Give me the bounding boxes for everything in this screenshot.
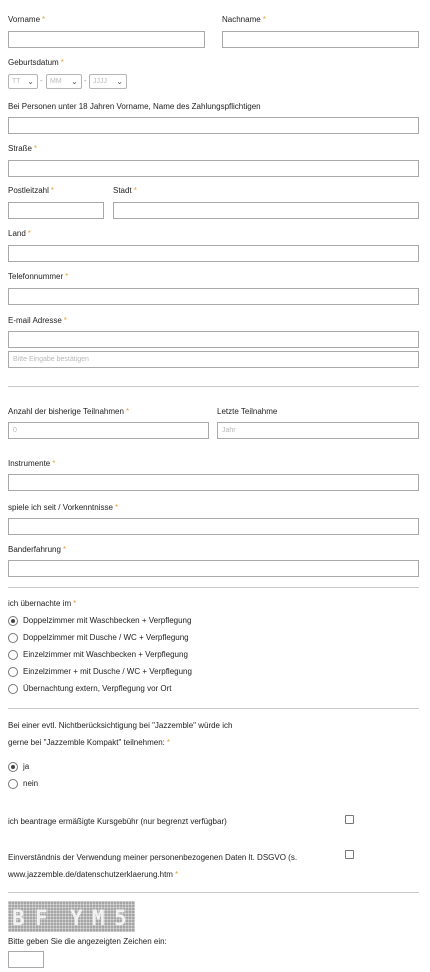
kompakt-question-line1: Bei einer evtl. Nichtberücksichtigung bei "Jazzemble" würde ich bbox=[8, 721, 233, 730]
ermaessigung-label: ich beantrage ermäßigte Kursgebühr (nur begrenzt verfügbar) bbox=[8, 817, 227, 826]
radio-button[interactable] bbox=[8, 779, 18, 789]
vorname-input[interactable] bbox=[8, 31, 205, 48]
email-label: E-mail Adresse * bbox=[8, 316, 67, 325]
uebernachtung-label: ich übernachte im * bbox=[8, 599, 77, 608]
letzte-teilnahme-label: Letzte Teilnahme bbox=[217, 407, 278, 416]
radio-button[interactable] bbox=[8, 762, 18, 772]
zahlungspflichtiger-input[interactable] bbox=[8, 117, 419, 134]
instrumente-input[interactable] bbox=[8, 474, 419, 491]
banderfahrung-label: Banderfahrung * bbox=[8, 545, 67, 554]
chevron-down-icon: ⌄ bbox=[71, 77, 78, 86]
stadt-input[interactable] bbox=[113, 202, 419, 219]
instrumente-label: Instrumente * bbox=[8, 459, 56, 468]
vorkenntnisse-label: spiele ich seit / Vorkenntnisse * bbox=[8, 503, 119, 512]
uebernachtung-option[interactable] bbox=[8, 666, 308, 678]
radio-button[interactable] bbox=[8, 616, 18, 626]
captcha-char: B bbox=[12, 906, 26, 930]
uebernachtung-option[interactable] bbox=[8, 632, 308, 644]
radio-button[interactable] bbox=[8, 650, 18, 660]
birth-month-select[interactable]: MM ⌄ bbox=[46, 74, 82, 89]
geburtsdatum-label: Geburtsdatum * bbox=[8, 58, 64, 67]
uebernachtung-radio-group bbox=[8, 615, 308, 695]
section-divider bbox=[8, 386, 419, 387]
email-confirm-input[interactable]: Bitte Eingabe bestätigen bbox=[8, 351, 419, 368]
plz-label: Postleitzahl * bbox=[8, 186, 55, 195]
dsgvo-checkbox[interactable] bbox=[345, 850, 354, 859]
ermaessigung-checkbox[interactable] bbox=[345, 815, 354, 824]
birth-year-select[interactable]: JJJJ ⌄ bbox=[89, 74, 127, 89]
uebernachtung-option[interactable] bbox=[8, 649, 308, 661]
stadt-label: Stadt * bbox=[113, 186, 137, 195]
chevron-down-icon: ⌄ bbox=[27, 77, 34, 86]
captcha-input[interactable] bbox=[8, 951, 44, 968]
captcha-label: Bitte geben Sie die angezeigten Zeichen ein: bbox=[8, 937, 167, 946]
radio-button[interactable] bbox=[8, 667, 18, 677]
vorkenntnisse-input[interactable] bbox=[8, 518, 419, 535]
vorname-label: Vorname * bbox=[8, 15, 46, 24]
uebernachtung-option-label: Doppelzimmer mit Waschbecken + Verpflegung bbox=[23, 616, 192, 625]
banderfahrung-input[interactable] bbox=[8, 560, 419, 577]
plz-input[interactable] bbox=[8, 202, 104, 219]
kompakt-radio-group bbox=[8, 761, 108, 790]
strasse-input[interactable] bbox=[8, 160, 419, 177]
captcha-char: M bbox=[92, 906, 106, 930]
telefon-label: Telefonnummer * bbox=[8, 272, 69, 281]
letzte-teilnahme-input[interactable]: Jahr bbox=[217, 422, 419, 439]
kompakt-option-label: ja bbox=[23, 762, 30, 771]
uebernachtung-option-label: Einzelzimmer mit Waschbecken + Verpflegung bbox=[23, 650, 188, 659]
date-separator: - bbox=[84, 76, 87, 85]
birth-day-select[interactable]: TT ⌄ bbox=[8, 74, 38, 89]
section-divider bbox=[8, 587, 419, 588]
captcha-char: Y bbox=[70, 906, 84, 930]
radio-button[interactable] bbox=[8, 633, 18, 643]
land-label: Land * bbox=[8, 229, 31, 238]
uebernachtung-option[interactable] bbox=[8, 615, 308, 627]
uebernachtung-option-label: Einzelzimmer + mit Dusche / WC + Verpflegung bbox=[23, 667, 192, 676]
kompakt-question-line2: gerne bei "Jazzemble Kompakt" teilnehmen: * bbox=[8, 738, 170, 747]
captcha-image bbox=[8, 901, 135, 932]
zahlungspflichtiger-label: Bei Personen unter 18 Jahren Vorname, Name des Zahlungspflichtigen bbox=[8, 102, 261, 111]
kompakt-option-label: nein bbox=[23, 779, 39, 788]
date-separator: - bbox=[40, 76, 43, 85]
nachname-input[interactable] bbox=[222, 31, 419, 48]
section-divider bbox=[8, 708, 419, 709]
kompakt-option-ja[interactable] bbox=[8, 761, 108, 773]
uebernachtung-option[interactable] bbox=[8, 683, 308, 695]
email-input[interactable] bbox=[8, 331, 419, 348]
uebernachtung-option-label: Übernachtung extern, Verpflegung vor Ort bbox=[23, 684, 172, 693]
dsgvo-consent-line2: www.jazzemble.de/datenschutzerklaerung.htm * bbox=[8, 870, 179, 879]
strasse-label: Straße * bbox=[8, 144, 38, 153]
uebernachtung-option-label: Doppelzimmer mit Dusche / WC + Verpflegung bbox=[23, 633, 189, 642]
nachname-label: Nachname * bbox=[222, 15, 266, 24]
section-divider bbox=[8, 892, 419, 893]
telefon-input[interactable] bbox=[8, 288, 419, 305]
captcha-char: F bbox=[35, 906, 49, 930]
kompakt-option-nein[interactable] bbox=[8, 778, 108, 790]
radio-button[interactable] bbox=[8, 684, 18, 694]
land-input[interactable] bbox=[8, 245, 419, 262]
chevron-down-icon: ⌄ bbox=[116, 77, 123, 86]
teilnahmen-input[interactable]: 0 bbox=[8, 422, 209, 439]
dsgvo-consent-line1: Einverständnis der Verwendung meiner personenbezogenen Daten lt. DSGVO (s. bbox=[8, 853, 298, 862]
teilnahmen-label: Anzahl der bisherige Teilnahmen * bbox=[8, 407, 130, 416]
captcha-char: 5 bbox=[114, 906, 128, 930]
